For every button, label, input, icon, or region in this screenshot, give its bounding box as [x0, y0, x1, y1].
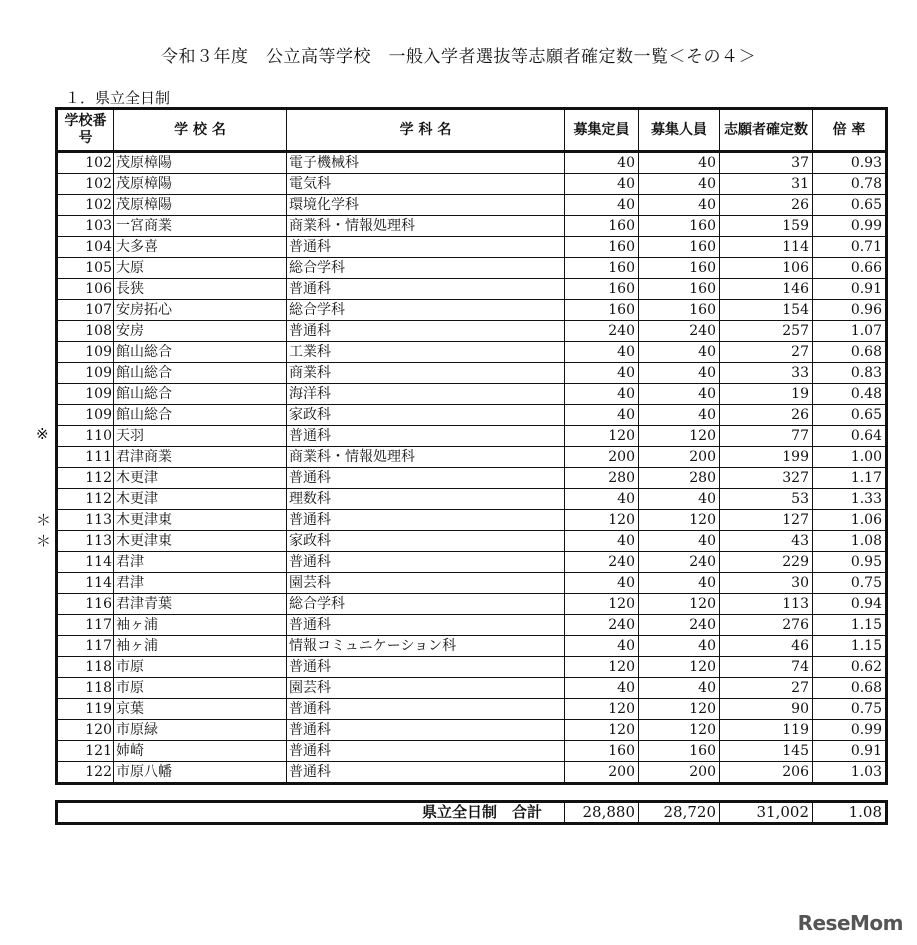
header-ratio: 倍 率: [813, 109, 887, 152]
cell-dept-name: 普通科: [287, 510, 565, 531]
cell-school-no: 118: [57, 657, 114, 678]
table-row: [57, 195, 887, 216]
cell-dept-name: 普通科: [287, 552, 565, 573]
cell-dept-name: 普通科: [287, 237, 565, 258]
cell-dept-name: 普通科: [287, 699, 565, 720]
cell-dept-name: 普通科: [287, 720, 565, 741]
cell-ratio: 1.00: [813, 447, 887, 468]
cell-capacity: 240: [565, 321, 639, 342]
cell-dept-name: 商業科: [287, 363, 565, 384]
cell-capacity: 160: [565, 258, 639, 279]
cell-dept-name: 環境化学科: [287, 195, 565, 216]
cell-school-name: 天羽: [114, 426, 287, 447]
cell-dept-name: 総合学科: [287, 594, 565, 615]
table-row: [57, 468, 887, 489]
cell-applicants: 37: [720, 152, 813, 174]
cell-applicants: 77: [720, 426, 813, 447]
cell-applicants: 154: [720, 300, 813, 321]
cell-dept-name: 総合学科: [287, 258, 565, 279]
header-applicants: 志願者確定数: [720, 109, 813, 152]
cell-recruit: 40: [639, 678, 720, 699]
cell-recruit: 40: [639, 573, 720, 594]
cell-ratio: 0.91: [813, 279, 887, 300]
row-note-mark: ※: [36, 425, 49, 443]
cell-applicants: 145: [720, 741, 813, 762]
cell-school-name: 袖ヶ浦: [114, 615, 287, 636]
cell-school-no: 110: [57, 426, 114, 447]
cell-ratio: 0.93: [813, 152, 887, 174]
table-row: [57, 174, 887, 195]
row-note-mark: ＊: [36, 511, 52, 529]
cell-recruit: 120: [639, 720, 720, 741]
cell-dept-name: 普通科: [287, 741, 565, 762]
cell-school-name: 君津青葉: [114, 594, 287, 615]
cell-dept-name: 普通科: [287, 426, 565, 447]
cell-school-no: 102: [57, 195, 114, 216]
row-note-mark: ＊: [36, 532, 52, 550]
cell-ratio: 1.08: [813, 531, 887, 552]
cell-applicants: 146: [720, 279, 813, 300]
cell-school-no: 102: [57, 152, 114, 174]
cell-ratio: 0.68: [813, 342, 887, 363]
cell-capacity: 40: [565, 405, 639, 426]
table-row: [57, 720, 887, 741]
cell-recruit: 40: [639, 195, 720, 216]
total-label: 県立全日制 合計: [57, 802, 565, 824]
cell-school-name: 君津: [114, 573, 287, 594]
cell-school-no: 121: [57, 741, 114, 762]
cell-applicants: 26: [720, 405, 813, 426]
cell-school-name: 茂原樟陽: [114, 152, 287, 174]
cell-school-no: 103: [57, 216, 114, 237]
cell-dept-name: 家政科: [287, 531, 565, 552]
cell-school-name: 長狭: [114, 279, 287, 300]
table-row: [57, 216, 887, 237]
table-row: [57, 363, 887, 384]
total-ratio: 1.08: [813, 802, 887, 824]
cell-dept-name: 工業科: [287, 342, 565, 363]
table-row: [57, 300, 887, 321]
header-school-name: 学 校 名: [114, 109, 287, 152]
cell-recruit: 200: [639, 447, 720, 468]
cell-school-no: 112: [57, 468, 114, 489]
cell-capacity: 120: [565, 510, 639, 531]
table-row: [57, 762, 887, 784]
table-row: [57, 258, 887, 279]
cell-school-no: 102: [57, 174, 114, 195]
cell-applicants: 127: [720, 510, 813, 531]
cell-recruit: 240: [639, 552, 720, 573]
cell-recruit: 120: [639, 426, 720, 447]
cell-school-name: 安房: [114, 321, 287, 342]
header-dept-name: 学 科 名: [287, 109, 565, 152]
table-row: [57, 573, 887, 594]
cell-school-name: 館山総合: [114, 384, 287, 405]
cell-school-no: 116: [57, 594, 114, 615]
cell-school-name: 君津: [114, 552, 287, 573]
cell-school-name: 大多喜: [114, 237, 287, 258]
cell-dept-name: 普通科: [287, 657, 565, 678]
applicants-table: [55, 107, 888, 785]
total-applicants: 31,002: [720, 802, 813, 824]
cell-ratio: 0.91: [813, 741, 887, 762]
cell-ratio: 1.07: [813, 321, 887, 342]
cell-ratio: 0.66: [813, 258, 887, 279]
cell-recruit: 40: [639, 489, 720, 510]
cell-school-name: 姉崎: [114, 741, 287, 762]
document-title: 令和３年度 公立高等学校 一般入学者選抜等志願者確定数一覧＜その４＞: [161, 47, 756, 67]
cell-applicants: 276: [720, 615, 813, 636]
cell-ratio: 0.65: [813, 195, 887, 216]
header-recruit: 募集人員: [639, 109, 720, 152]
cell-applicants: 114: [720, 237, 813, 258]
section-heading: １．県立全日制: [65, 89, 171, 107]
cell-school-name: 木更津東: [114, 510, 287, 531]
cell-school-no: 106: [57, 279, 114, 300]
cell-capacity: 40: [565, 489, 639, 510]
cell-dept-name: 総合学科: [287, 300, 565, 321]
table-row: [57, 531, 887, 552]
cell-capacity: 160: [565, 300, 639, 321]
cell-school-no: 112: [57, 489, 114, 510]
cell-ratio: 0.48: [813, 384, 887, 405]
table-row: [57, 657, 887, 678]
cell-recruit: 120: [639, 657, 720, 678]
cell-school-name: 茂原樟陽: [114, 174, 287, 195]
cell-dept-name: 普通科: [287, 615, 565, 636]
cell-ratio: 1.33: [813, 489, 887, 510]
cell-capacity: 40: [565, 342, 639, 363]
cell-recruit: 160: [639, 237, 720, 258]
table-row: [57, 636, 887, 657]
cell-dept-name: 園芸科: [287, 573, 565, 594]
cell-recruit: 240: [639, 321, 720, 342]
table-header-row: [57, 109, 887, 152]
cell-applicants: 19: [720, 384, 813, 405]
cell-capacity: 40: [565, 573, 639, 594]
cell-ratio: 0.94: [813, 594, 887, 615]
cell-capacity: 120: [565, 720, 639, 741]
cell-school-name: 大原: [114, 258, 287, 279]
cell-capacity: 200: [565, 762, 639, 784]
cell-applicants: 106: [720, 258, 813, 279]
table-row: [57, 678, 887, 699]
cell-school-name: 木更津東: [114, 531, 287, 552]
cell-recruit: 40: [639, 342, 720, 363]
cell-dept-name: 普通科: [287, 468, 565, 489]
cell-ratio: 0.75: [813, 699, 887, 720]
cell-dept-name: 普通科: [287, 321, 565, 342]
table-row: [57, 342, 887, 363]
cell-ratio: 0.65: [813, 405, 887, 426]
cell-school-no: 109: [57, 342, 114, 363]
cell-ratio: 0.83: [813, 363, 887, 384]
cell-dept-name: 電気科: [287, 174, 565, 195]
cell-applicants: 33: [720, 363, 813, 384]
cell-school-no: 109: [57, 363, 114, 384]
cell-ratio: 0.71: [813, 237, 887, 258]
table-row: [57, 594, 887, 615]
cell-capacity: 280: [565, 468, 639, 489]
cell-school-name: 館山総合: [114, 342, 287, 363]
cell-capacity: 40: [565, 531, 639, 552]
table-row: [57, 741, 887, 762]
cell-school-name: 袖ヶ浦: [114, 636, 287, 657]
cell-recruit: 40: [639, 174, 720, 195]
cell-applicants: 46: [720, 636, 813, 657]
cell-recruit: 240: [639, 615, 720, 636]
cell-capacity: 120: [565, 699, 639, 720]
cell-recruit: 160: [639, 216, 720, 237]
cell-ratio: 1.15: [813, 615, 887, 636]
cell-school-no: 113: [57, 510, 114, 531]
cell-applicants: 206: [720, 762, 813, 784]
table-row: [57, 152, 887, 174]
cell-dept-name: 家政科: [287, 405, 565, 426]
cell-applicants: 30: [720, 573, 813, 594]
cell-recruit: 40: [639, 384, 720, 405]
cell-school-no: 108: [57, 321, 114, 342]
cell-school-no: 111: [57, 447, 114, 468]
cell-school-name: 市原: [114, 657, 287, 678]
cell-school-no: 118: [57, 678, 114, 699]
cell-applicants: 43: [720, 531, 813, 552]
cell-school-no: 109: [57, 384, 114, 405]
cell-applicants: 229: [720, 552, 813, 573]
cell-recruit: 40: [639, 531, 720, 552]
cell-recruit: 280: [639, 468, 720, 489]
cell-school-no: 114: [57, 552, 114, 573]
cell-school-name: 市原: [114, 678, 287, 699]
cell-ratio: 0.68: [813, 678, 887, 699]
cell-dept-name: 商業科・情報処理科: [287, 447, 565, 468]
cell-school-no: 120: [57, 720, 114, 741]
cell-school-no: 119: [57, 699, 114, 720]
cell-dept-name: 情報コミュニケーション科: [287, 636, 565, 657]
cell-ratio: 1.15: [813, 636, 887, 657]
cell-school-name: 一宮商業: [114, 216, 287, 237]
cell-capacity: 120: [565, 594, 639, 615]
cell-capacity: 40: [565, 636, 639, 657]
cell-recruit: 120: [639, 594, 720, 615]
cell-applicants: 159: [720, 216, 813, 237]
cell-recruit: 160: [639, 741, 720, 762]
cell-applicants: 327: [720, 468, 813, 489]
resemom-watermark-logo: ReseMom: [797, 911, 903, 935]
cell-school-name: 市原緑: [114, 720, 287, 741]
cell-capacity: 40: [565, 195, 639, 216]
cell-dept-name: 園芸科: [287, 678, 565, 699]
cell-recruit: 160: [639, 300, 720, 321]
cell-recruit: 40: [639, 152, 720, 174]
cell-ratio: 0.62: [813, 657, 887, 678]
cell-dept-name: 理数科: [287, 489, 565, 510]
cell-capacity: 40: [565, 678, 639, 699]
cell-recruit: 120: [639, 699, 720, 720]
table-row: [57, 489, 887, 510]
table-row: [57, 699, 887, 720]
table-row: [57, 237, 887, 258]
cell-school-no: 117: [57, 615, 114, 636]
cell-dept-name: 普通科: [287, 762, 565, 784]
cell-applicants: 113: [720, 594, 813, 615]
cell-applicants: 74: [720, 657, 813, 678]
cell-applicants: 27: [720, 678, 813, 699]
table-row: [57, 321, 887, 342]
cell-capacity: 160: [565, 237, 639, 258]
cell-recruit: 120: [639, 510, 720, 531]
cell-dept-name: 普通科: [287, 279, 565, 300]
cell-capacity: 40: [565, 174, 639, 195]
table-row: [57, 426, 887, 447]
cell-recruit: 40: [639, 405, 720, 426]
cell-school-no: 122: [57, 762, 114, 784]
total-table: [55, 800, 888, 825]
cell-applicants: 27: [720, 342, 813, 363]
cell-school-name: 館山総合: [114, 363, 287, 384]
cell-school-no: 105: [57, 258, 114, 279]
cell-school-name: 木更津: [114, 489, 287, 510]
total-recruit: 28,720: [639, 802, 720, 824]
cell-school-name: 茂原樟陽: [114, 195, 287, 216]
cell-applicants: 53: [720, 489, 813, 510]
cell-ratio: 1.03: [813, 762, 887, 784]
header-capacity: 募集定員: [565, 109, 639, 152]
header-school-no: 学校番号: [57, 109, 114, 152]
table-row: [57, 510, 887, 531]
cell-ratio: 0.75: [813, 573, 887, 594]
cell-applicants: 90: [720, 699, 813, 720]
cell-capacity: 240: [565, 615, 639, 636]
cell-capacity: 40: [565, 152, 639, 174]
cell-dept-name: 電子機械科: [287, 152, 565, 174]
cell-school-no: 109: [57, 405, 114, 426]
cell-ratio: 1.17: [813, 468, 887, 489]
cell-capacity: 120: [565, 657, 639, 678]
table-row: [57, 552, 887, 573]
cell-capacity: 40: [565, 363, 639, 384]
cell-school-no: 114: [57, 573, 114, 594]
cell-applicants: 31: [720, 174, 813, 195]
cell-applicants: 119: [720, 720, 813, 741]
cell-capacity: 240: [565, 552, 639, 573]
cell-capacity: 160: [565, 279, 639, 300]
cell-applicants: 257: [720, 321, 813, 342]
cell-ratio: 0.78: [813, 174, 887, 195]
cell-ratio: 0.99: [813, 720, 887, 741]
cell-recruit: 160: [639, 258, 720, 279]
cell-school-name: 木更津: [114, 468, 287, 489]
cell-school-no: 113: [57, 531, 114, 552]
cell-ratio: 1.06: [813, 510, 887, 531]
total-row: [57, 802, 887, 824]
cell-capacity: 160: [565, 216, 639, 237]
cell-school-name: 館山総合: [114, 405, 287, 426]
cell-applicants: 199: [720, 447, 813, 468]
table-row: [57, 615, 887, 636]
cell-capacity: 120: [565, 426, 639, 447]
cell-capacity: 160: [565, 741, 639, 762]
cell-school-no: 117: [57, 636, 114, 657]
cell-ratio: 0.99: [813, 216, 887, 237]
table-row: [57, 447, 887, 468]
table-row: [57, 279, 887, 300]
table-row: [57, 384, 887, 405]
cell-ratio: 0.64: [813, 426, 887, 447]
cell-dept-name: 商業科・情報処理科: [287, 216, 565, 237]
cell-school-no: 107: [57, 300, 114, 321]
cell-recruit: 160: [639, 279, 720, 300]
cell-school-name: 京葉: [114, 699, 287, 720]
cell-ratio: 0.95: [813, 552, 887, 573]
cell-dept-name: 海洋科: [287, 384, 565, 405]
cell-recruit: 200: [639, 762, 720, 784]
cell-recruit: 40: [639, 363, 720, 384]
cell-capacity: 40: [565, 384, 639, 405]
cell-applicants: 26: [720, 195, 813, 216]
cell-school-name: 安房拓心: [114, 300, 287, 321]
cell-capacity: 200: [565, 447, 639, 468]
cell-school-name: 市原八幡: [114, 762, 287, 784]
cell-ratio: 0.96: [813, 300, 887, 321]
cell-school-name: 君津商業: [114, 447, 287, 468]
cell-school-no: 104: [57, 237, 114, 258]
total-capacity: 28,880: [565, 802, 639, 824]
table-row: [57, 405, 887, 426]
cell-recruit: 40: [639, 636, 720, 657]
